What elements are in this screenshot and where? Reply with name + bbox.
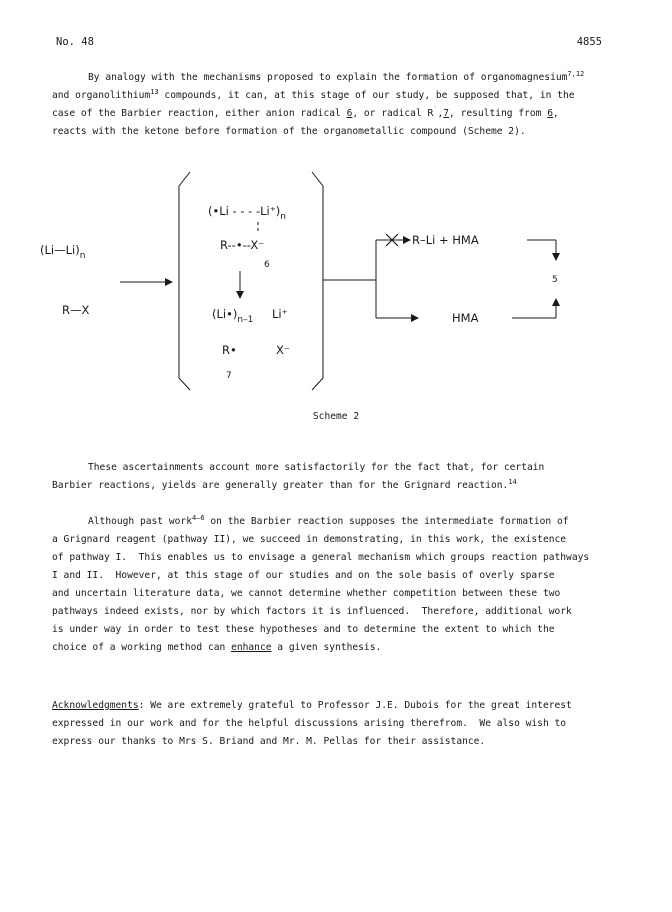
hma-product: HMA — [452, 311, 479, 325]
lithium-cation: Li⁺ — [272, 307, 288, 321]
label-radical: 7 — [226, 371, 232, 381]
p1-line2a: and organolithium — [52, 90, 151, 101]
halide-anion: X⁻ — [276, 343, 290, 357]
paragraph-pathways — [52, 513, 618, 657]
p1-line3e: , — [553, 108, 559, 119]
left-parenthesis — [179, 172, 190, 390]
label-product: 5 — [552, 275, 558, 285]
p3-line8a: choice of a working method can — [52, 642, 232, 653]
p3-line1b: on the Barbier reaction supposes the intermediate formation of — [204, 516, 569, 527]
p3-line4: I and II. However, at this stage of our studies and on the sole basis of overly sparse — [52, 570, 555, 581]
ack-line2: expressed in our work and for the helpful discussions arising therefrom. We also wish to — [52, 718, 567, 729]
anion-radical: R--•--X⁻ — [220, 238, 265, 252]
p2-line1: These ascertainments account more satisfactorily for the fact that, for certain — [88, 462, 545, 473]
ack-line1: : We are extremely grateful to Professor J.E. Dubois for the great interest — [138, 700, 572, 711]
p2-line2: Barbier reactions, yields are generally greater than for the Grignard reaction. — [52, 480, 509, 491]
lithium-radical-cluster: $(Li•)_{n-1}$ — [212, 307, 254, 325]
p1-line3d: , resulting from — [449, 108, 548, 119]
p1-line1: By analogy with the mechanisms proposed to explain the formation of organomagnesium — [88, 72, 568, 83]
compound-ref: 6 — [547, 108, 553, 119]
organolithium-product: R–Li + HMA — [412, 233, 479, 247]
alkyl-radical: R• — [222, 343, 237, 357]
p3-line3: of pathway I. This enables us to envisage a general mechanism which groups reaction pathways — [52, 552, 590, 563]
reactant-lithium: $(Li—Li)_n$ — [40, 243, 86, 261]
acknowledgments-heading: Acknowledgments — [52, 700, 139, 711]
p1-line3a: case of the Barbier reaction, either anion radical — [52, 108, 347, 119]
label-anion-radical: 6 — [264, 260, 270, 270]
paragraph-ascertainments — [52, 459, 618, 495]
acknowledgments — [52, 697, 618, 751]
right-parenthesis — [312, 172, 323, 390]
page-number: 4855 — [576, 36, 602, 48]
radical-dot: ˙ — [433, 106, 438, 115]
compound-ref: 7 — [443, 108, 450, 119]
compound-ref: 6 — [346, 108, 353, 119]
p3-line7: is under way in order to test these hypotheses and to determine the extent to which the — [52, 624, 555, 635]
scheme-caption: Scheme 2 — [312, 411, 360, 422]
p3-line6: pathways indeed exists, nor by which factors it is influenced. Therefore, additional work — [52, 606, 572, 617]
ref-superscript: 13 — [150, 88, 159, 97]
ref-superscript: 7,12 — [567, 70, 585, 79]
underlined-word: enhance — [231, 642, 272, 653]
p3-line8b: a given synthesis. — [271, 642, 382, 653]
ref-superscript: 14 — [508, 478, 517, 487]
p1-line4: reacts with the ketone before formation of the organometallic compound (Scheme 2). — [52, 126, 526, 137]
p3-line2: a Grignard reagent (pathway II), we succeed in demonstrating, in this work, the existence — [52, 534, 567, 545]
journal-number: No. 48 — [56, 36, 94, 48]
p3-line5: and uncertain literature data, we cannot determine whether competition between these two — [52, 588, 561, 599]
p1-line3b: , or radical R — [352, 108, 434, 119]
paragraph-mechanism — [52, 69, 618, 141]
ref-superscript: 4–6 — [191, 514, 205, 523]
lithium-cluster-radical: (•Li - - - $-Li^+)_n$ — [208, 204, 286, 222]
p1-line3c: , — [437, 108, 444, 119]
reactant-alkyl-halide: R—X — [62, 303, 90, 317]
p1-line2b: compounds, it can, at this stage of our study, be supposed that, in the — [158, 90, 575, 101]
reaction-scheme — [0, 158, 672, 398]
ack-line3: express our thanks to Mrs S. Briand and Mr. M. Pellas for their assistance. — [52, 736, 486, 747]
p3-line1a: Although past work — [88, 516, 192, 527]
